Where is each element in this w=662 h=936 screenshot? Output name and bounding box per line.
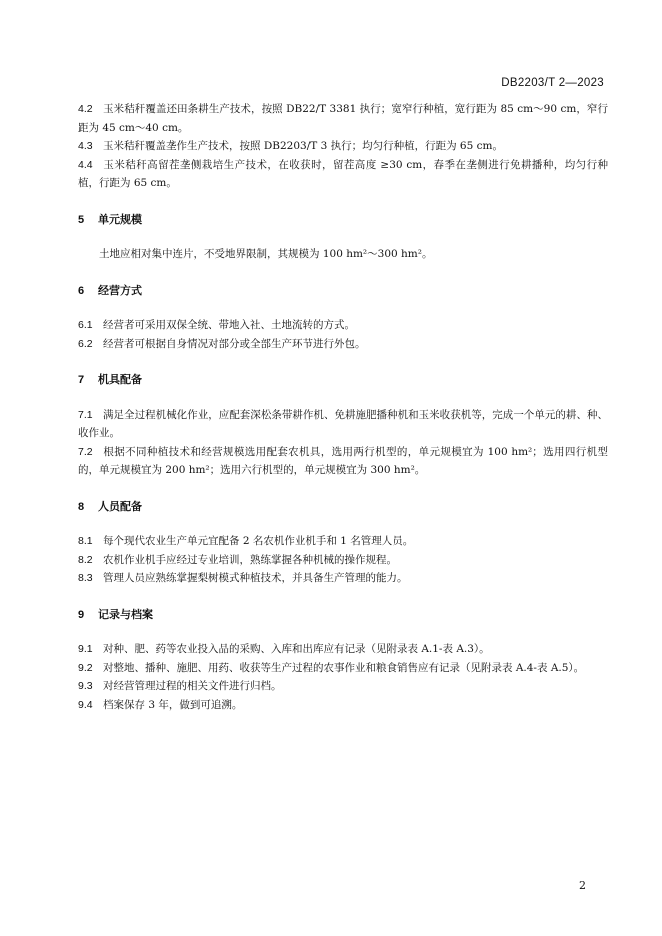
- clause-9-1: [78, 640, 608, 659]
- clause-8-1: [78, 532, 608, 551]
- clause-6-1: [78, 316, 608, 335]
- clause-7-2: [78, 443, 608, 480]
- clause-text: 每个现代农业生产单元宜配备 2 名农机作业机手和 1 名管理人员。: [103, 535, 414, 547]
- section-6-heading: [78, 282, 608, 301]
- section-8-heading: [78, 498, 608, 517]
- clause-text: 根据不同种植技术和经营规模选用配套农机具，选用两行机型的，单元规模宜为 100 hm²；选用四行机型的，单元规模宜为 200 hm²；选用六行机型的，单元规模宜为 300 hm²。: [78, 445, 608, 476]
- page-body: [78, 100, 608, 714]
- clause-number: 7.2: [78, 445, 93, 458]
- clause-number: 4.4: [78, 158, 93, 171]
- clause-text: 玉米秸秆覆盖垄作生产技术，按照 DB2203/T 3 执行；均匀行种植，行距为 65 cm。: [103, 140, 503, 152]
- section-number: 7: [78, 374, 85, 386]
- clause-8-2: [78, 551, 608, 570]
- section-5-heading: [78, 211, 608, 230]
- section-number: 9: [78, 608, 85, 621]
- section-number: 6: [78, 284, 85, 297]
- section-number: 5: [78, 213, 85, 226]
- section-7-heading: [78, 371, 608, 390]
- section-title: 记录与档案: [98, 607, 153, 621]
- clause-number: 4.2: [78, 103, 93, 115]
- clause-4-3: [78, 137, 608, 156]
- clause-8-3: [78, 569, 608, 588]
- clause-9-4: [78, 696, 608, 715]
- section-number: 8: [78, 500, 85, 513]
- clause-text: 对经营管理过程的相关文件进行归档。: [103, 680, 282, 692]
- clause-number: 9.3: [78, 680, 93, 692]
- clause-number: 9.4: [78, 698, 93, 711]
- section-title: 单元规模: [98, 212, 142, 226]
- clause-number: 4.3: [78, 140, 93, 152]
- document-code: DB2203/T 2—2023: [501, 77, 604, 89]
- clause-text: 对种、肥、药等农业投入品的采购、入库和出库应有记录（见附录表 A.1-表 A.3）。: [103, 643, 490, 655]
- clause-text: 经营者可根据自身情况对部分或全部生产环节进行外包。: [103, 337, 366, 350]
- clause-number: 8.1: [78, 535, 93, 547]
- clause-number: 9.2: [78, 661, 93, 674]
- clause-4-4: [78, 156, 608, 193]
- page-number: 2: [579, 879, 586, 892]
- section-title: 人员配备: [98, 499, 142, 513]
- clause-4-2: [78, 100, 608, 137]
- clause-text: 满足全过程机械化作业，应配套深松条带耕作机、免耕施肥播种机和玉米收获机等，完成一个单元的耕、种、收作业。: [78, 408, 608, 439]
- clause-text: 档案保存 3 年，做到可追溯。: [103, 698, 243, 711]
- clause-6-2: [78, 335, 608, 354]
- clause-text: 对整地、播种、施肥、用药、收获等生产过程的农事作业和粮食销售应有记录（见附录表 A.4-表 A.5）。: [103, 661, 585, 674]
- clause-9-3: [78, 677, 608, 696]
- section-title: 机具配备: [98, 373, 142, 386]
- clause-text: 玉米秸秆高留茬垄侧栽培生产技术，在收获时，留茬高度 ≥30 cm，春季在垄侧进行免耕播种，均匀行种植，行距为 65 cm。: [78, 158, 608, 189]
- clause-number: 7.1: [78, 408, 93, 421]
- clause-text: 管理人员应熟练掌握梨树模式种植技术，并具备生产管理的能力。: [103, 572, 408, 584]
- clause-text: 农机作业机手应经过专业培训，熟练掌握各种机械的操作规程。: [103, 553, 397, 566]
- clause-text: 玉米秸秆覆盖还田条耕生产技术，按照 DB22/T 3381 执行；宽窄行种植，宽行距为 85 cm～90 cm，窄行距为 45 cm～40 cm。: [78, 103, 608, 134]
- clause-number: 8.3: [78, 572, 93, 584]
- clause-text: 经营者可采用双保全统、带地入社、土地流转的方式。: [103, 319, 355, 331]
- section-9-heading: [78, 606, 608, 625]
- section-title: 经营方式: [98, 283, 142, 297]
- section-4-continuation: [78, 100, 608, 193]
- clause-9-2: [78, 659, 608, 678]
- section-5-paragraph: 土地应相对集中连片，不受地界限制，其规模为 100 hm²～300 hm²。: [99, 248, 433, 260]
- clause-number: 8.2: [78, 553, 93, 566]
- clause-number: 6.1: [78, 319, 93, 331]
- clause-number: 9.1: [78, 643, 93, 655]
- clause-7-1: [78, 406, 608, 443]
- clause-number: 6.2: [78, 337, 93, 350]
